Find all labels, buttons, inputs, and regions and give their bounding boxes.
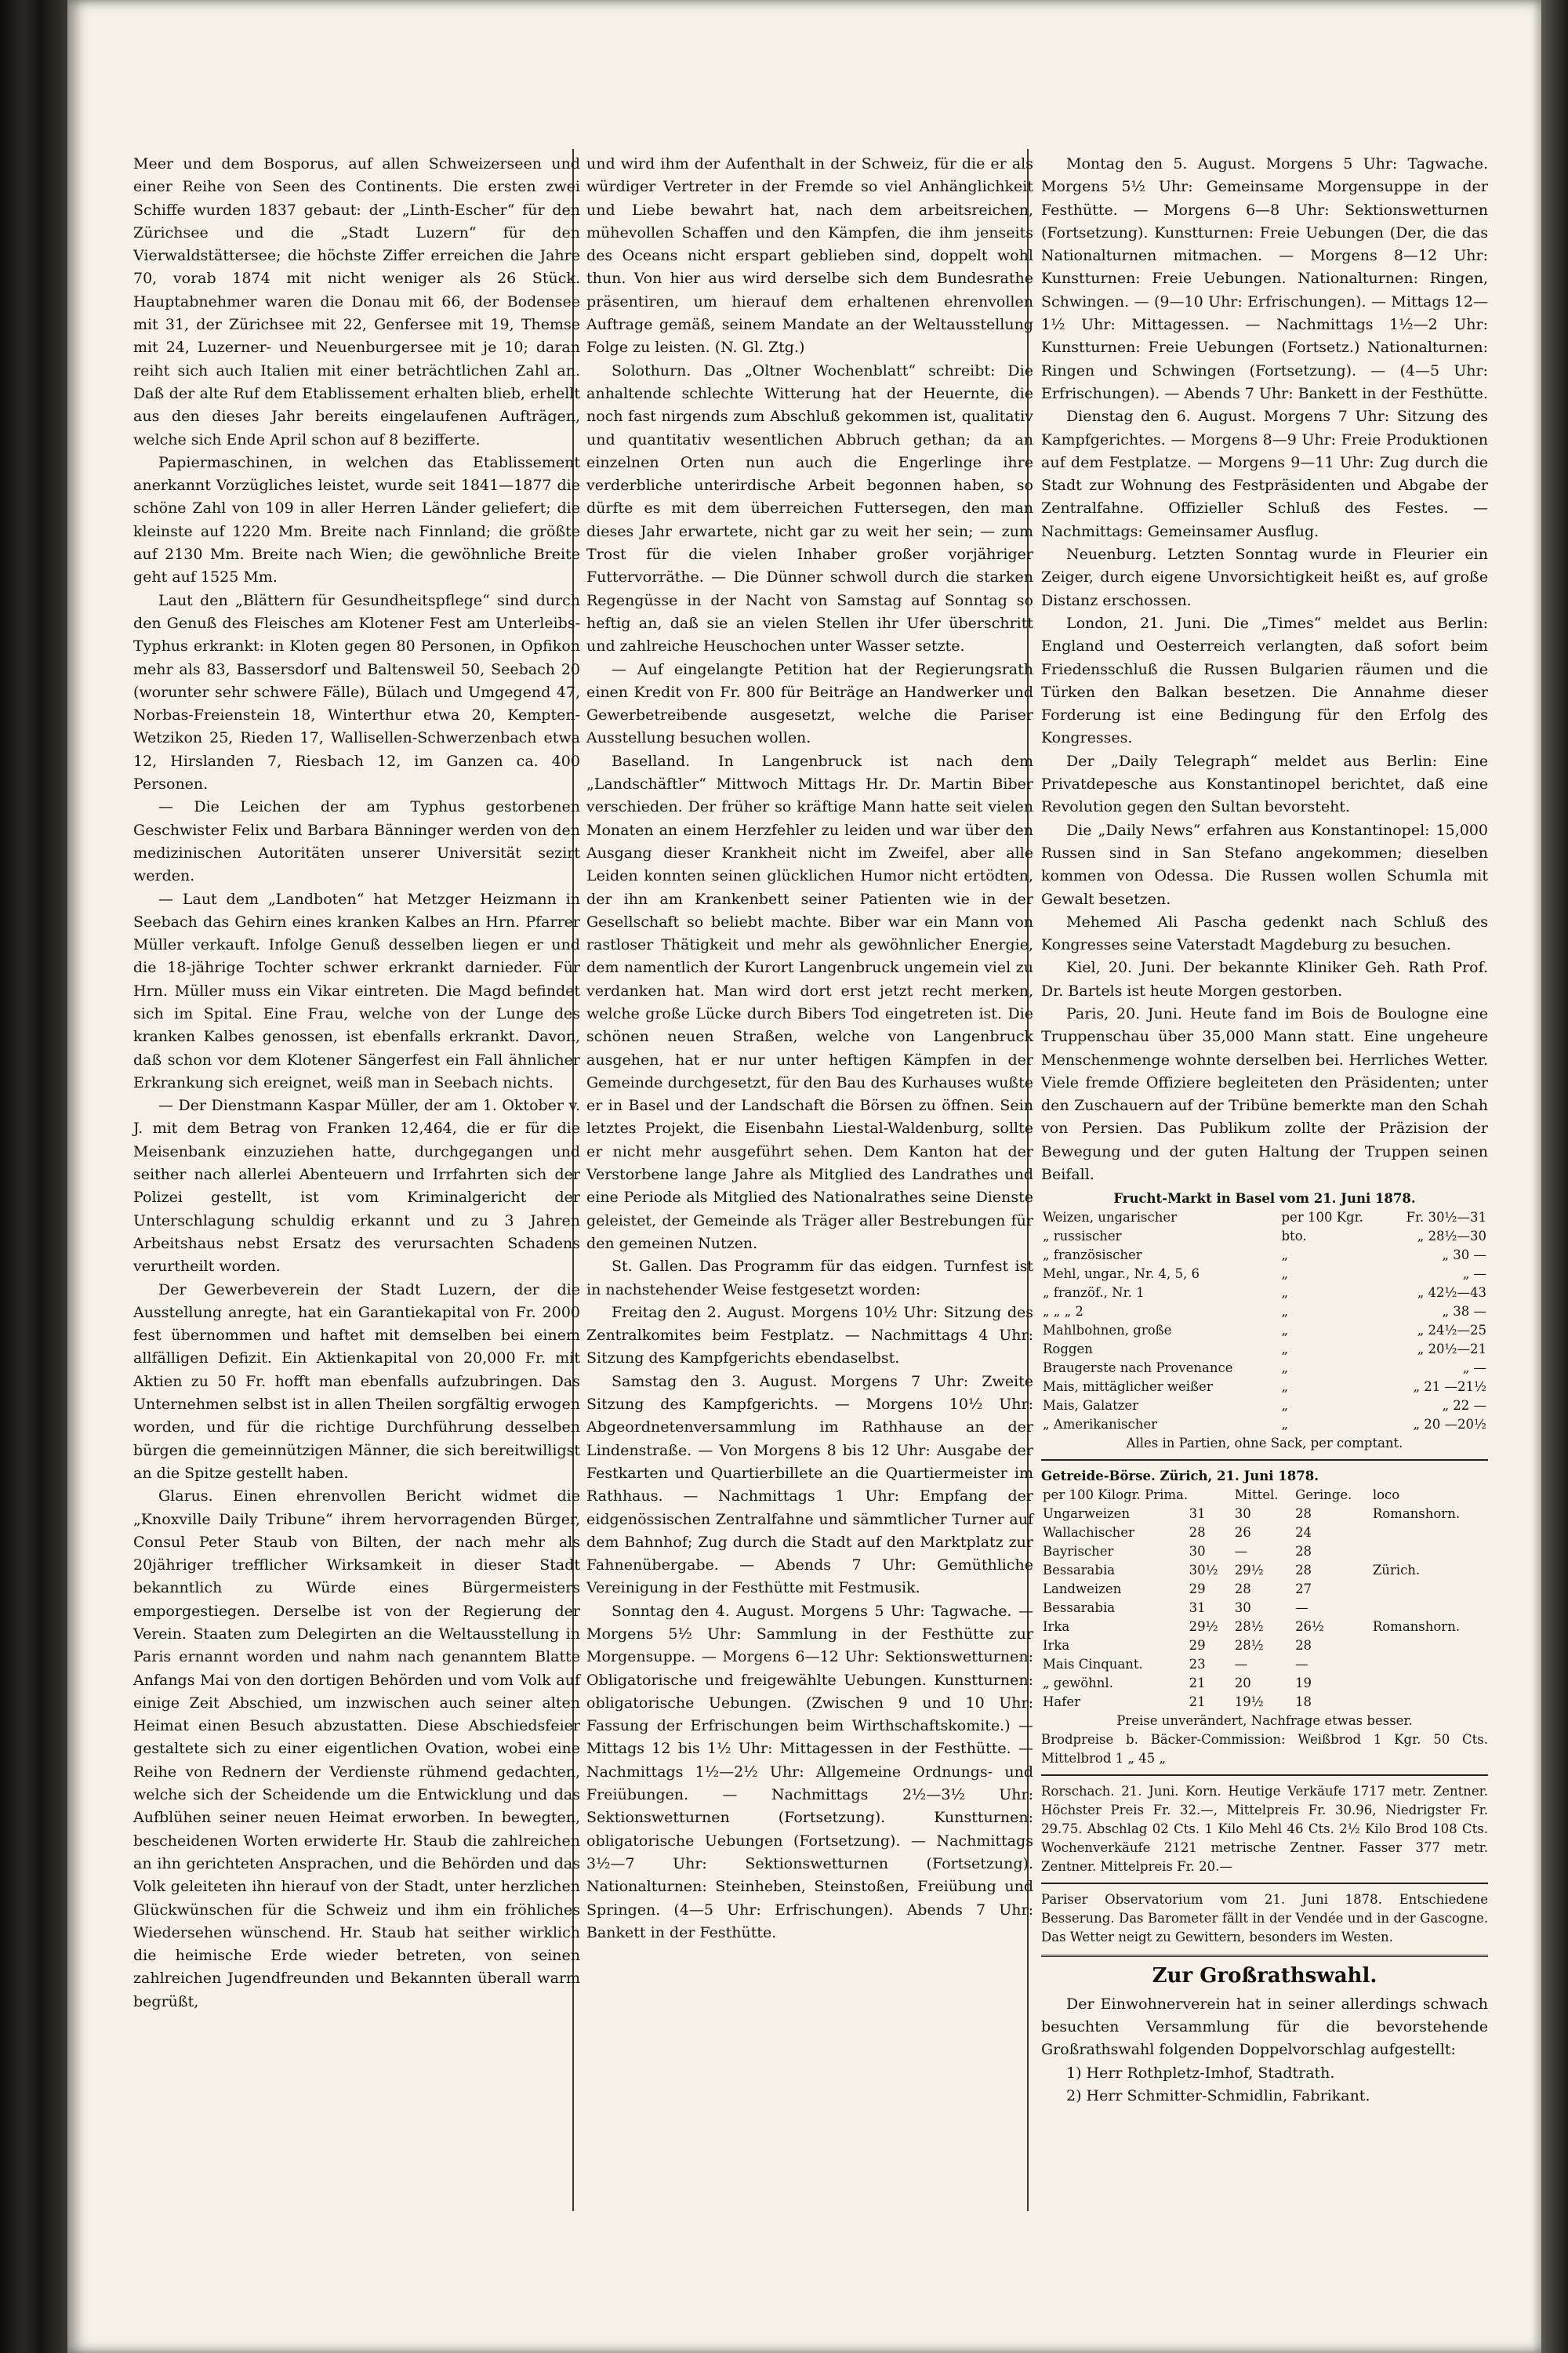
- article-text: — Die Leichen der am Typhus gestorbenen Geschwister Felix und Barbara Bänninger werden von den medizinischen Autoritäten unserer Universität sezirt werden.: [133, 798, 580, 885]
- boerse-cell: [1371, 1599, 1488, 1618]
- market-cell: „: [1281, 1304, 1289, 1320]
- boerse-cell: 24: [1295, 1525, 1312, 1541]
- boerse-cell: Romanshorn.: [1372, 1619, 1461, 1635]
- market-cell: „ 30 —: [1442, 1247, 1486, 1263]
- boerse-cell: 21: [1189, 1676, 1206, 1691]
- article-text: Paris, 20. Juni. Heute fand im Bois de Boulogne eine Truppenschau über 35,000 Mann statt. Eine ungeheure Menschenmenge wohnte derselben bei. Herrliches Wetter. Viele fremde Offiziere begleiteten den Präsidenten; unter den Zuschauern auf der Tribüne bemerkte man den Schah von Persien. Das Publikum zollte der Präzision der Bewegung und der guten Haltung der Truppen seinen Beifall.: [1041, 1004, 1488, 1184]
- boerse-cell: —: [1295, 1657, 1308, 1672]
- divider: [1041, 1955, 1488, 1957]
- market-cell: „: [1281, 1379, 1289, 1395]
- boerse-title: Getreide-Börse. Zürich, 21. Juni 1878.: [1041, 1469, 1319, 1484]
- boerse-cell: 28: [1295, 1563, 1312, 1578]
- rorschach-report: Rorschach. 21. Juni. Korn. Heutige Verkäufe 1717 metr. Zentner. Höchster Preis Fr. 32.—, Mittelpreis Fr. 30.96, Niedrigster Fr. 29.75. Abschlag 02 Cts. 1 Kilo Mehl 46 Cts. 2½ Kilo Brod 108 Cts. Wochenverkäufe 2121 metrische Zentner. Fasser 377 metr. Zentner. Mittelpreis Fr. 20.—: [1041, 1784, 1488, 1875]
- article-text: — Der Dienstmann Kaspar Müller, der am 1. Oktober v. J. mit dem Betrag von Franken 12,464, die er für die Meisenbank einzuziehen hatte, durchgegangen und seither nach allerlei Abenteuern und Irrfahrten sich der Polizei gestellt, ist vom Kriminalgericht der Unterschlagung schuldig erkannt und zu 3 Jahren Arbeitshaus nebst Ersatz des verursachten Schadens verurtheilt worden.: [133, 1097, 580, 1276]
- market-row: [1041, 1396, 1488, 1415]
- article-text: Papiermaschinen, in welchen das Etablissement anerkannt Vorzügliches leistet, wurde seit 1841—1877 die schöne Zahl von 109 in aller Herren Länder geliefert; die kleinste auf 1220 Mm. Breite nach Finnland; die größte auf 2130 Mm. Breite nach Wien; die gewöhnliche Breite geht auf 1525 Mm.: [133, 453, 580, 586]
- book-spine: [0, 0, 67, 2353]
- boerse-header-cell: Mittel.: [1234, 1487, 1279, 1503]
- boerse-cell: [1371, 1693, 1488, 1712]
- boerse-cell: Ungarweizen: [1043, 1506, 1131, 1522]
- article-text: Mehemed Ali Pascha gedenkt nach Schluß des Kongresses seine Vaterstadt Magdeburg zu besuchen.: [1041, 913, 1488, 954]
- market-cell: „ —: [1462, 1266, 1486, 1282]
- boerse-cell: Mais Cinquant.: [1043, 1657, 1143, 1672]
- market-cell: „ franzöf., Nr. 1: [1043, 1285, 1145, 1301]
- boerse-cell: 28: [1189, 1525, 1206, 1541]
- market-cell: „: [1281, 1266, 1289, 1282]
- market-cell: „ 42½—43: [1417, 1285, 1486, 1301]
- market-cell: „ französischer: [1043, 1247, 1142, 1263]
- market-table: [1041, 1208, 1488, 1434]
- boerse-cell: —: [1234, 1657, 1248, 1672]
- boerse-cell: 26½: [1295, 1619, 1325, 1635]
- market-cell: „ 28½—30: [1417, 1229, 1486, 1244]
- market-cell: „: [1281, 1342, 1289, 1357]
- boerse-cell: 26: [1234, 1525, 1251, 1541]
- article-text: Die „Daily News“ erfahren aus Konstantinopel: 15,000 Russen sind in San Stefano angekommen; dieselben kommen von Odessa. Die Russen wollen Schumla mit Gewalt besetzen.: [1041, 821, 1488, 908]
- market-cell: „ —: [1462, 1360, 1486, 1376]
- article-text: Freitag den 2. August. Morgens 10½ Uhr: Sitzung des Zentralkomites beim Festplatz. — Nachmittags 4 Uhr: Sitzung des Kampfgerichts ebendaselbst.: [586, 1303, 1033, 1367]
- boerse-cell: Zürich.: [1372, 1563, 1421, 1578]
- boerse-cell: 28: [1295, 1506, 1312, 1522]
- boerse-cell: 28: [1295, 1638, 1312, 1654]
- article-text: Der Gewerbeverein der Stadt Luzern, der die Ausstellung anregte, hat ein Garantiekapital von Fr. 2000 fest übernommen und haftet mit demselben bei einem allfälligen Defizit. Ein Aktienkapital von 20,000 Fr. mit Aktien zu 50 Fr. hofft man ebenfalls aufzubringen. Das Unternehmen selbst ist in allen Theilen sorgfältig erwogen worden, und für die richtige Durchführung desselben bürgen die gemeinnützigen Männer, die sich bereitwilligst an die Spitze gestellt haben.: [133, 1280, 580, 1482]
- boerse-row: [1041, 1655, 1488, 1674]
- market-cell: Mais, Galatzer: [1043, 1398, 1139, 1414]
- boerse-cell: 30: [1234, 1506, 1251, 1522]
- boerse-cell: 28: [1234, 1581, 1251, 1597]
- market-cell: „: [1281, 1398, 1289, 1414]
- market-row: [1041, 1340, 1488, 1359]
- divider: [1041, 1883, 1488, 1884]
- boerse-cell: 23: [1189, 1657, 1206, 1672]
- boerse-note: Preise unverändert, Nachfrage etwas besser.: [1116, 1713, 1413, 1729]
- boerse-cell: Romanshorn.: [1372, 1506, 1461, 1522]
- boerse-row: [1041, 1636, 1488, 1655]
- market-cell: „: [1281, 1247, 1289, 1263]
- article-text: Laut den „Blättern für Gesundheitspflege“ sind durch den Genuß des Fleisches am Klotener Fest am Unterleibs-Typhus erkrankt: in Kloten gegen 80 Personen, in Opfikon mehr als 83, Bassersdorf und Baltensweil 50, Seebach 20 (worunter sehr schwere Fälle), Bülach und Umgegend 47, Norbas-Freienstein 18, Winterthur etwa 20, Kempten-Wetzikon 25, Rieden 17, Wallisellen-Schwerzenbach etwa 12, Hirslanden 7, Riesbach 12, im Ganzen ca. 400 Personen.: [133, 591, 580, 793]
- market-cell: Mahlbohnen, große: [1043, 1323, 1172, 1338]
- boerse-cell: 31: [1189, 1600, 1206, 1616]
- market-cell: „: [1281, 1360, 1289, 1376]
- market-cell: „ 24½—25: [1417, 1323, 1486, 1338]
- divider: [1041, 1774, 1488, 1776]
- boerse-cell: [1371, 1580, 1488, 1599]
- article-text: Meer und dem Bosporus, auf allen Schweizerseen und einer Reihe von Seen des Continents. Die ersten zwei Schiffe wurden 1837 gebaut: der „Linth-Escher“ für den Zürichsee und die „Stadt Luzern“ für den Vierwaldstättersee; die höchste Ziffer erreichen die Jahre 70, vorab 1874 mit nicht weniger als 26 Stück. Hauptabnehmer waren die Donau mit 66, der Bodensee mit 31, der Zürichsee mit 22, Genfersee mit 19, Themse mit 24, Luzerner- und Neuenburgersee mit je 10; daran reiht sich auch Italien mit einer beträchtlichen Zahl an. Daß der alte Ruf dem Etablissement erhalten blieb, erhellt aus den dieses Jahr bereits eingelaufenen Aufträgen, welche sich Ende April schon auf 8 bezifferte.: [133, 155, 580, 448]
- boerse-row: [1041, 1561, 1488, 1580]
- column-1: [133, 153, 580, 2013]
- column-2: [586, 153, 1033, 1944]
- column-3: [1041, 153, 1488, 2108]
- market-row: [1041, 1359, 1488, 1378]
- candidate-1: 1) Herr Rothpletz-Imhof, Stadtrath.: [1066, 2064, 1335, 2082]
- article-text: Baselland. In Langenbruck ist nach dem „Landschäftler“ Mittwoch Mittags Hr. Dr. Martin Biber verschieden. Der früher so kräftige Mann hatte seit vielen Monaten an einem Herzfehler zu leiden und war über den Ausgang dieser Krankheit nicht im Zweifel, aber alle Leiden konnten seinen glücklichen Humor nicht ertödten, der ihn am Krankenbett seiner Patienten wie in der Gesellschaft so beliebt machte. Biber war ein Mann von rastloser Thätigkeit und mehr als gewöhnlicher Energie, dem namentlich der Kurort Langenbruck ungemein viel zu verdanken hat. Man wird dort erst jetzt recht merken, welche große Lücke durch Bibers Tod eingetreten ist. Die schönen neuen Straßen, welche von Langenbruck ausgehen, hat er nur unter heftigen Kämpfen in der Gemeinde durchgesetzt, für den Bau des Kurhauses wußte er in Basel und der Landschaft die Börsen zu öffnen. Sein letztes Projekt, die Eisenbahn Liestal-Waldenburg, sollte er nicht mehr ausgeführt sehen. Dem Kanton hat der Verstorbene lange Jahre als Mitglied des Landrathes und eine Periode als Mitglied des Nationalrathes seine Dienste geleistet, der Gemeinde als Träger aller Bestrebungen für den gemeinen Nutzen.: [586, 752, 1033, 1252]
- boerse-cell: 30: [1234, 1600, 1251, 1616]
- article-text: Der „Daily Telegraph“ meldet aus Berlin: Eine Privatdepesche aus Konstantinopel berichtet, daß eine Revolution gegen den Sultan bevorsteht.: [1041, 752, 1488, 816]
- market-note: Alles in Partien, ohne Sack, per comptant.: [1126, 1436, 1403, 1451]
- boerse-cell: 21: [1189, 1694, 1206, 1710]
- boerse-cell: [1371, 1674, 1488, 1693]
- boerse-cell: 28: [1295, 1544, 1312, 1560]
- boerse-cell: 27: [1295, 1581, 1312, 1597]
- boerse-cell: Irka: [1043, 1619, 1070, 1635]
- market-row: [1041, 1246, 1488, 1265]
- boerse-cell: 29½: [1189, 1619, 1218, 1635]
- boerse-cell: 29: [1189, 1638, 1206, 1654]
- market-row: [1041, 1227, 1488, 1246]
- market-row: [1041, 1378, 1488, 1396]
- article-text: und wird ihm der Aufenthalt in der Schweiz, für die er als würdiger Vertreter in der Fremde so viel Anhänglichkeit und Liebe bewahrt hat, nach dem arbeitsreichen, mühevollen Schaffen und den Kämpfen, die ihm jenseits des Oceans nicht erspart geblieben sind, doppelt wohl thun. Von hier aus wird derselbe sich dem Bundesrathe präsentiren, um hierauf dem erhaltenen ehrenvollen Auftrage gemäß, seinem Mandate an der Weltausstellung Folge zu leisten. (N. Gl. Ztg.): [586, 155, 1033, 357]
- article-text: Samstag den 3. August. Morgens 7 Uhr: Zweite Sitzung des Kampfgerichts. — Morgens 10½ Uhr: Abgeordnetenversammlung im Rathhause an der Lindenstraße. — Von Morgens 8 bis 12 Uhr: Ausgabe der Festkarten und Quartierbillete an die Quartiermeister im Rathhaus. — Nachmittags 1 Uhr: Empfang der eidgenössischen Zentralfahne und sämmtlicher Turner auf dem Bahnhof; Zug durch die Stadt auf den Marktplatz zur Fahnenübergabe. — Abends 7 Uhr: Gemüthliche Vereinigung in der Festhütte mit Festmusik.: [586, 1372, 1033, 1597]
- boerse-row: [1041, 1505, 1488, 1523]
- boerse-row: [1041, 1580, 1488, 1599]
- boerse-cell: 29: [1189, 1581, 1206, 1597]
- market-title: Frucht-Markt in Basel vom 21. Juni 1878.: [1113, 1191, 1416, 1207]
- market-cell: Fr. 30½—31: [1406, 1210, 1486, 1226]
- article-text: Der Einwohnerverein hat in seiner allerdings schwach besuchten Versammlung für die bevorstehende Großrathswahl folgenden Doppelvorschlag aufgestellt:: [1041, 1995, 1488, 2059]
- article-text: — Auf eingelangte Petition hat der Regierungsrath einen Kredit von Fr. 800 für Beiträge an Handwerker und Gewerbetreibende ausgesetzt, welche die Pariser Ausstellung besuchen wollen.: [586, 660, 1033, 747]
- market-cell: „ Amerikanischer: [1043, 1417, 1158, 1432]
- boerse-cell: 28½: [1234, 1619, 1264, 1635]
- market-cell: Mehl, ungar., Nr. 4, 5, 6: [1043, 1266, 1200, 1282]
- market-cell: „ 38 —: [1442, 1304, 1486, 1320]
- market-cell: per 100 Kgr.: [1281, 1210, 1363, 1226]
- boerse-cell: 29½: [1234, 1563, 1264, 1578]
- boerse-cell: —: [1234, 1544, 1248, 1560]
- market-row: [1041, 1415, 1488, 1434]
- boerse-cell: 30½: [1189, 1563, 1218, 1578]
- market-cell: „ russischer: [1043, 1229, 1122, 1244]
- candidate-2: 2) Herr Schmitter-Schmidlin, Fabrikant.: [1066, 2086, 1370, 2104]
- boerse-cell: 20: [1234, 1676, 1251, 1691]
- market-cell: „ 22 —: [1442, 1398, 1486, 1414]
- market-cell: „ „ „ 2: [1043, 1304, 1083, 1320]
- section-heading: Zur Großrathswahl.: [1152, 1964, 1377, 1988]
- article-text: Dienstag den 6. August. Morgens 7 Uhr: Sitzung des Kampfgerichtes. — Morgens 8—9 Uhr: Freie Produktionen auf dem Festplatze. — Morgens 9—11 Uhr: Zug durch die Stadt zur Wohnung des Festpräsidenten und Abgabe der Zentralfahne. Offizieller Schluß des Festes. — Nachmittags: Gemeinsamer Ausflug.: [1041, 408, 1488, 540]
- boerse-cell: Bessarabia: [1043, 1600, 1116, 1616]
- boerse-cell: Irka: [1043, 1638, 1070, 1654]
- market-cell: Weizen, ungarischer: [1043, 1210, 1178, 1226]
- boerse-cell: [1371, 1655, 1488, 1674]
- boerse-cell: 19½: [1234, 1694, 1264, 1710]
- market-cell: Mais, mittäglicher weißer: [1043, 1379, 1213, 1395]
- boerse-row: [1041, 1599, 1488, 1618]
- boerse-cell: Bessarabia: [1043, 1563, 1116, 1578]
- market-row: [1041, 1302, 1488, 1321]
- boerse-table: [1041, 1486, 1488, 1712]
- market-cell: Braugerste nach Provenance: [1043, 1360, 1233, 1376]
- boerse-row: [1041, 1542, 1488, 1561]
- boerse-cell: „ gewöhnl.: [1043, 1676, 1113, 1691]
- boerse-header-cell: Geringe.: [1295, 1487, 1352, 1503]
- boerse-cell: 31: [1189, 1506, 1206, 1522]
- market-cell: Roggen: [1043, 1342, 1093, 1357]
- market-cell: „: [1281, 1417, 1289, 1432]
- market-row: [1041, 1284, 1488, 1302]
- boerse-cell: 30: [1189, 1544, 1206, 1560]
- boerse-cell: Wallachischer: [1043, 1525, 1134, 1541]
- brodpreise: Brodpreise b. Bäcker-Commission: Weißbrod 1 Kgr. 50 Cts. Mittelbrod 1 „ 45 „: [1041, 1732, 1488, 1767]
- market-row: [1041, 1321, 1488, 1340]
- boerse-cell: 19: [1295, 1676, 1312, 1691]
- article-text: Kiel, 20. Juni. Der bekannte Kliniker Geh. Rath Prof. Dr. Bartels ist heute Morgen gestorben.: [1041, 959, 1488, 1000]
- market-cell: „: [1281, 1323, 1289, 1338]
- article-text: Neuenburg. Letzten Sonntag wurde in Fleurier ein Zeiger, durch eigene Unvorsichtigkeit heißt es, auf große Distanz erschossen.: [1041, 546, 1488, 609]
- boerse-cell: Landweizen: [1043, 1581, 1122, 1597]
- boerse-cell: 28½: [1234, 1638, 1264, 1654]
- divider: [1041, 1459, 1488, 1461]
- market-cell: „ 20 —20½: [1413, 1417, 1486, 1432]
- market-cell: „: [1281, 1285, 1289, 1301]
- boerse-cell: Hafer: [1043, 1694, 1080, 1710]
- boerse-header-cell: loco: [1372, 1487, 1400, 1503]
- boerse-cell: —: [1295, 1600, 1308, 1616]
- article-text: Solothurn. Das „Oltner Wochenblatt“ schreibt: Die anhaltende schlechte Witterung hat der Heuernte, die noch fast nirgends zum Abschluß gekommen ist, qualitativ und quantitativ wesentlichen Abbruch gethan; da an einzelnen Orten nun auch die Engerlinge ihre verderbliche unterirdische Arbeit begonnen haben, so dürfte es mit dem überreichen Futtersegen, den man dieses Jahr erwartete, nicht gar zu weit her sein; — zum Trost für die vielen Inhaber großer vorjähriger Futtervorräthe. — Die Dünner schwoll durch die starken Regengüsse in der Nacht von Samstag auf Sonntag so heftig an, daß sie an vielen Stellen ihr Ufer überschritt und zahlreiche Heuschochen unter Wasser setzte.: [586, 361, 1033, 655]
- market-row: [1041, 1208, 1488, 1227]
- market-cell: „ 21 —21½: [1413, 1379, 1486, 1395]
- boerse-cell: [1371, 1523, 1488, 1542]
- boerse-row: [1041, 1523, 1488, 1542]
- boerse-cell: Bayrischer: [1043, 1544, 1114, 1560]
- market-cell: bto.: [1281, 1229, 1307, 1244]
- article-text: London, 21. Juni. Die „Times“ meldet aus Berlin: England und Oesterreich verlangten, daß sofort beim Friedensschluß die Russen Bulgarien räumen und die Türken den Balkan besetzen. Die Annahme dieser Forderung ist eine Bedingung für den Erfolg des Kongresses.: [1041, 614, 1488, 747]
- article-text: Montag den 5. August. Morgens 5 Uhr: Tagwache. Morgens 5½ Uhr: Gemeinsame Morgensuppe in der Festhütte. — Morgens 6—8 Uhr: Sektionswetturnen (Fortsetzung). Kunstturnen: Freie Uebungen (Der, die das Nationalturnen mitmachen. — Morgens 8—12 Uhr: Kunstturnen: Freie Uebungen. Nationalturnen: Ringen, Schwingen. — (9—10 Uhr: Erfrischungen). — Mittags 12—1½ Uhr: Mittagessen. — Nachmittags 1½—2 Uhr: Kunstturnen: Freie Uebungen (Fortsetz.) Nationalturnen: Ringen und Schwingen (Fortsetzung). — (4—5 Uhr: Erfrischungen). — Abends 7 Uhr: Bankett in der Festhütte.: [1041, 155, 1488, 402]
- boerse-cell: [1371, 1542, 1488, 1561]
- boerse-row: [1041, 1674, 1488, 1693]
- page-edge: [1541, 0, 1568, 2353]
- market-cell: „ 20½—21: [1417, 1342, 1486, 1357]
- boerse-header-cell: per 100 Kilogr. Prima.: [1043, 1487, 1189, 1503]
- article-text: Sonntag den 4. August. Morgens 5 Uhr: Tagwache. — Morgens 5½ Uhr: Sammlung in der Festhütte zur Morgensuppe. — Morgens 6—12 Uhr: Sektionswetturnen: Obligatorische und freigewählte Uebungen. Kunstturnen: obligatorische Uebungen. (Zwischen 9 und 10 Uhr: Fassung der Erfrischungen beim Wirthschaftskomite.) — Mittags 12 bis 1½ Uhr: Mittagessen in der Festhütte. — Nachmittags 1½—2½ Uhr: Allgemeine Ordnungs- und Freiübungen. — Nachmittags 2½—3½ Uhr: Sektionswetturnen (Fortsetzung). Kunstturnen: obligatorische Uebungen (Fortsetzung). — Nachmittags 3½—7 Uhr: Sektionswetturnen (Fortsetzung). Nationalturnen: Steinheben, Steinstoßen, Freiübung und Springen. (4—5 Uhr: Erfrischungen). Abends 7 Uhr: Bankett in der Festhütte.: [586, 1602, 1033, 1941]
- article-text: Glarus. Einen ehrenvollen Bericht widmet die „Knoxville Daily Tribune“ ihrem hervorragenden Bürger, Consul Peter Staub von Bilten, der nach mehr als 20jähriger trefflicher Wirksamkeit in dieser Stadt bekanntlich zu Würde eines Bürgermeisters emporgestiegen. Derselbe ist von der Regierung der Verein. Staaten zum Delegirten an die Weltausstellung in Paris ernannt worden und nahm nach genanntem Blatte Anfangs Mai von den dortigen Behörden und vom Volk auf einige Zeit Abschied, um inzwischen auch seiner alten Heimat einen Besuch abzustatten. Diese Abschiedsfeier gestaltete sich zu einer eigentlichen Ovation, wobei eine Reihe von Rednern der Verdienste rühmend gedachten, welche sich der Scheidende um die Entwicklung und das Aufblühen seiner neuen Heimat erworben. In bewegten, bescheidenen Worten erwiderte Hr. Staub die zahlreichen an ihn gerichteten Ansprachen, und die Behörden und das Volk geleiteten ihn hierauf von der Stadt, unter herzlichen Glückwünschen für die Schweiz und ihm ein fröhliches Wiedersehen wünschend. Hr. Staub hat seither wirklich die heimische Erde wieder betreten, von seinen zahlreichen Jugendfreunden und Bekannten überall warm begrüßt,: [133, 1487, 580, 2010]
- boerse-row: [1041, 1618, 1488, 1636]
- article-text: — Laut dem „Landboten“ hat Metzger Heizmann in Seebach das Gehirn eines kranken Kalbes an Hrn. Pfarrer Müller verkauft. Infolge Genuß desselben liegen er und die 18-jährige Tochter schwer erkrankt darnieder. Für Hrn. Müller muss ein Vikar eintreten. Die Magd befindet sich im Spital. Eine Frau, welche von der Lunge des kranken Kalbes genossen, ist ebenfalls erkrankt. Davon, daß schon vor dem Klotener Sängerfest ein Fall ähnlicher Erkrankung sich ereignet, weiß man in Seebach nichts.: [133, 890, 580, 1091]
- boerse-row: [1041, 1693, 1488, 1712]
- market-row: [1041, 1265, 1488, 1284]
- observatorium-report: Pariser Observatorium vom 21. Juni 1878. Entschiedene Besserung. Das Barometer fällt in der Vendée und in der Gascogne. Das Wetter neigt zu Gewittern, besonders im Westen.: [1041, 1892, 1488, 1945]
- boerse-cell: [1371, 1636, 1488, 1655]
- article-text: St. Gallen. Das Programm für das eidgen. Turnfest ist in nachstehender Weise festgesetzt worden:: [586, 1258, 1033, 1298]
- boerse-cell: 18: [1295, 1694, 1312, 1710]
